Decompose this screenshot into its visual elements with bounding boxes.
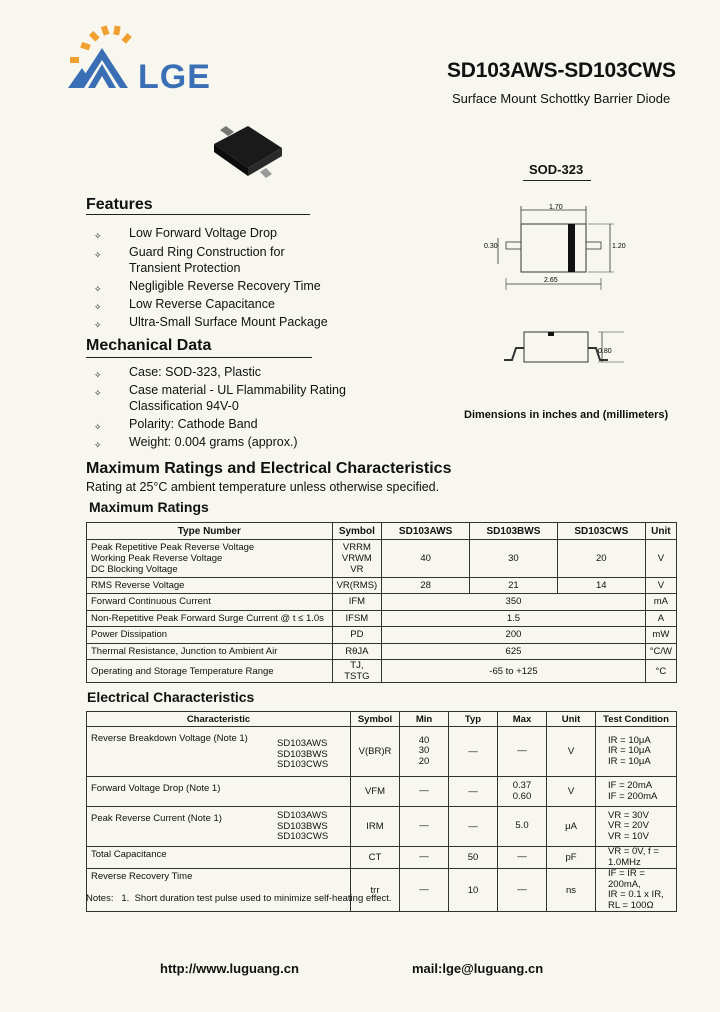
value-cell: 14 bbox=[557, 577, 645, 594]
column-header: Unit bbox=[645, 523, 676, 540]
characteristic-label: Reverse Breakdown Voltage (Note 1) bbox=[91, 733, 248, 744]
characteristic-label: Reverse Recovery Time bbox=[91, 871, 193, 882]
symbol-cell: TJ, TSTG bbox=[332, 660, 382, 683]
value-cell: — bbox=[400, 807, 449, 847]
table-row bbox=[87, 643, 677, 660]
parameter-cell: Non-Repetitive Peak Forward Surge Current @ t ≤ 1.0s bbox=[87, 610, 333, 627]
value-cell: 5.0 bbox=[498, 807, 547, 847]
symbol-cell: IFSM bbox=[332, 610, 382, 627]
value-cell: -65 to +125 bbox=[382, 660, 646, 683]
parameter-cell: Peak Repetitive Peak Reverse Voltage Working Peak Reverse Voltage DC Blocking Voltage bbox=[87, 540, 333, 578]
characteristic-cell bbox=[87, 727, 351, 777]
symbol-cell: IFM bbox=[332, 594, 382, 611]
unit-cell: °C bbox=[645, 660, 676, 683]
max-ratings-heading: Maximum Ratings bbox=[89, 499, 209, 515]
test-condition-cell: VR = 0V, f = 1.0MHz bbox=[596, 847, 677, 869]
symbol-cell: VR(RMS) bbox=[332, 577, 382, 594]
symbol-cell: VRRM VRWM VR bbox=[332, 540, 382, 578]
bullet-icon: ✧ bbox=[94, 422, 102, 432]
value-cell: — bbox=[498, 869, 547, 912]
column-header: Test Condition bbox=[596, 712, 677, 727]
test-condition-cell: IF = IR = 200mA, IR = 0.1 x IR, RL = 100Ω bbox=[596, 869, 677, 912]
value-cell: — bbox=[449, 727, 498, 777]
symbol-cell: V(BR)R bbox=[351, 727, 400, 777]
unit-cell: V bbox=[645, 540, 676, 578]
characteristic-cell bbox=[87, 869, 351, 912]
value-cell: 20 bbox=[557, 540, 645, 578]
value-cell: 625 bbox=[382, 643, 646, 660]
column-header: Max bbox=[498, 712, 547, 727]
value-cell: 28 bbox=[382, 577, 470, 594]
test-condition-cell: IR = 10μA IR = 10μA IR = 10μA bbox=[596, 727, 677, 777]
unit-cell: mW bbox=[645, 627, 676, 644]
value-cell: 40 bbox=[382, 540, 470, 578]
part-numbers: SD103AWS SD103BWS SD103CWS bbox=[277, 810, 329, 842]
characteristic-label: Forward Voltage Drop (Note 1) bbox=[91, 783, 221, 794]
bullet-icon: ✧ bbox=[94, 250, 102, 260]
brand-name: LGE bbox=[138, 58, 211, 96]
table-row bbox=[87, 660, 677, 683]
part-subtitle: Surface Mount Schottky Barrier Diode bbox=[452, 91, 671, 106]
value-cell: 1.5 bbox=[382, 610, 646, 627]
features-list bbox=[94, 224, 394, 336]
parameter-cell: Operating and Storage Temperature Range bbox=[87, 660, 333, 683]
list-item-text: Polarity: Cathode Band bbox=[129, 417, 258, 431]
ratings-heading: Maximum Ratings and Electrical Characteristics bbox=[86, 460, 452, 477]
part-numbers: SD103AWS SD103BWS SD103CWS bbox=[277, 738, 329, 770]
symbol-cell: VFM bbox=[351, 777, 400, 807]
unit-cell: °C/W bbox=[645, 643, 676, 660]
electrical-table bbox=[86, 711, 677, 912]
bullet-icon: ✧ bbox=[94, 440, 102, 450]
value-cell: — bbox=[449, 777, 498, 807]
value-cell: 0.37 0.60 bbox=[498, 777, 547, 807]
list-item-text: Low Reverse Capacitance bbox=[129, 297, 275, 311]
unit-cell: A bbox=[645, 610, 676, 627]
value-cell: — bbox=[400, 847, 449, 869]
ratings-note: Rating at 25°C ambient temperature unless otherwise specified. bbox=[86, 480, 440, 494]
package-side-view-diagram bbox=[498, 326, 638, 378]
characteristic-cell bbox=[87, 777, 351, 807]
bullet-icon: ✧ bbox=[94, 388, 102, 398]
parameter-cell: RMS Reverse Voltage bbox=[87, 577, 333, 594]
features-heading: Features bbox=[86, 196, 153, 213]
value-cell: — bbox=[498, 847, 547, 869]
dim-right-label: 1.20 bbox=[612, 243, 626, 250]
bullet-icon: ✧ bbox=[94, 284, 102, 294]
list-item-text: Case material - UL Flammability Rating bbox=[129, 383, 346, 397]
table-row bbox=[87, 869, 677, 912]
column-header: SD103AWS bbox=[382, 523, 470, 540]
notes: Notes: 1. Short duration test pulse used to minimize self-heating effect. bbox=[86, 893, 392, 904]
unit-cell: μA bbox=[547, 807, 596, 847]
column-header: Unit bbox=[547, 712, 596, 727]
unit-cell: mA bbox=[645, 594, 676, 611]
mechanical-list bbox=[94, 363, 394, 459]
package-name: SOD-323 bbox=[529, 162, 584, 177]
value-cell: 200 bbox=[382, 627, 646, 644]
list-item-text: Case: SOD-323, Plastic bbox=[129, 365, 261, 379]
table-row bbox=[87, 807, 677, 847]
symbol-cell: RθJA bbox=[332, 643, 382, 660]
dimensions-caption: Dimensions in inches and (millimeters) bbox=[464, 409, 669, 421]
parameter-cell: Forward Continuous Current bbox=[87, 594, 333, 611]
column-header: Symbol bbox=[351, 712, 400, 727]
column-header: Type Number bbox=[87, 523, 333, 540]
email-link[interactable]: mail:lge@luguang.cn bbox=[412, 961, 544, 976]
table-row bbox=[87, 594, 677, 611]
value-cell: — bbox=[498, 727, 547, 777]
list-item-text: Ultra-Small Surface Mount Package bbox=[129, 315, 328, 329]
unit-cell: V bbox=[645, 577, 676, 594]
test-condition-cell: IF = 20mA IF = 200mA bbox=[596, 777, 677, 807]
column-header: SD103CWS bbox=[557, 523, 645, 540]
bullet-icon: ✧ bbox=[94, 320, 102, 330]
characteristic-label: Total Capacitance bbox=[91, 849, 167, 860]
electrical-heading: Electrical Characteristics bbox=[87, 689, 255, 705]
parameter-cell: Thermal Resistance, Junction to Ambient Air bbox=[87, 643, 333, 660]
table-row bbox=[87, 610, 677, 627]
bullet-icon: ✧ bbox=[94, 370, 102, 380]
symbol-cell: CT bbox=[351, 847, 400, 869]
website-link[interactable]: http://www.luguang.cn bbox=[160, 961, 299, 976]
column-header: Characteristic bbox=[87, 712, 351, 727]
bullet-icon: ✧ bbox=[94, 231, 102, 241]
unit-cell: pF bbox=[547, 847, 596, 869]
unit-cell: V bbox=[547, 777, 596, 807]
unit-cell: V bbox=[547, 727, 596, 777]
table-row bbox=[87, 777, 677, 807]
symbol-cell: trr bbox=[351, 869, 400, 912]
column-header: Symbol bbox=[332, 523, 382, 540]
value-cell: 40 30 20 bbox=[400, 727, 449, 777]
value-cell: 30 bbox=[470, 540, 558, 578]
dim-top-label: 1.70 bbox=[549, 204, 563, 211]
characteristic-cell bbox=[87, 847, 351, 869]
list-item-text: Classification 94V-0 bbox=[129, 399, 239, 413]
list-item-text: Guard Ring Construction for bbox=[129, 245, 285, 259]
table-row bbox=[87, 727, 677, 777]
list-item-text: Weight: 0.004 grams (approx.) bbox=[129, 435, 298, 449]
characteristic-label: Peak Reverse Current (Note 1) bbox=[91, 813, 222, 824]
dim-bottom-label: 2.65 bbox=[544, 277, 558, 284]
bullet-icon: ✧ bbox=[94, 302, 102, 312]
value-cell: 350 bbox=[382, 594, 646, 611]
company-logo bbox=[62, 22, 232, 100]
list-item-text: Transient Protection bbox=[129, 261, 241, 275]
table-row bbox=[87, 627, 677, 644]
value-cell: 50 bbox=[449, 847, 498, 869]
list-item-text: Low Forward Voltage Drop bbox=[129, 226, 277, 240]
part-title: SD103AWS-SD103CWS bbox=[447, 59, 676, 82]
max-ratings-table bbox=[86, 522, 677, 683]
value-cell: — bbox=[449, 807, 498, 847]
dim-left-label: 0.30 bbox=[484, 243, 498, 250]
parameter-cell: Power Dissipation bbox=[87, 627, 333, 644]
package-top-view-diagram bbox=[480, 198, 630, 298]
symbol-cell: IRM bbox=[351, 807, 400, 847]
unit-cell: ns bbox=[547, 869, 596, 912]
test-condition-cell: VR = 30V VR = 20V VR = 10V bbox=[596, 807, 677, 847]
value-cell: 21 bbox=[470, 577, 558, 594]
column-header: Min bbox=[400, 712, 449, 727]
mechanical-heading: Mechanical Data bbox=[86, 337, 212, 354]
dim-side-label: 0.80 bbox=[598, 348, 612, 355]
table-row bbox=[87, 540, 677, 578]
value-cell: — bbox=[400, 869, 449, 912]
symbol-cell: PD bbox=[332, 627, 382, 644]
table-row bbox=[87, 577, 677, 594]
column-header: SD103BWS bbox=[470, 523, 558, 540]
value-cell: 10 bbox=[449, 869, 498, 912]
value-cell: — bbox=[400, 777, 449, 807]
list-item-text: Negligible Reverse Recovery Time bbox=[129, 279, 321, 293]
package-photo bbox=[200, 120, 300, 190]
column-header: Typ bbox=[449, 712, 498, 727]
characteristic-cell bbox=[87, 807, 351, 847]
table-row bbox=[87, 847, 677, 869]
